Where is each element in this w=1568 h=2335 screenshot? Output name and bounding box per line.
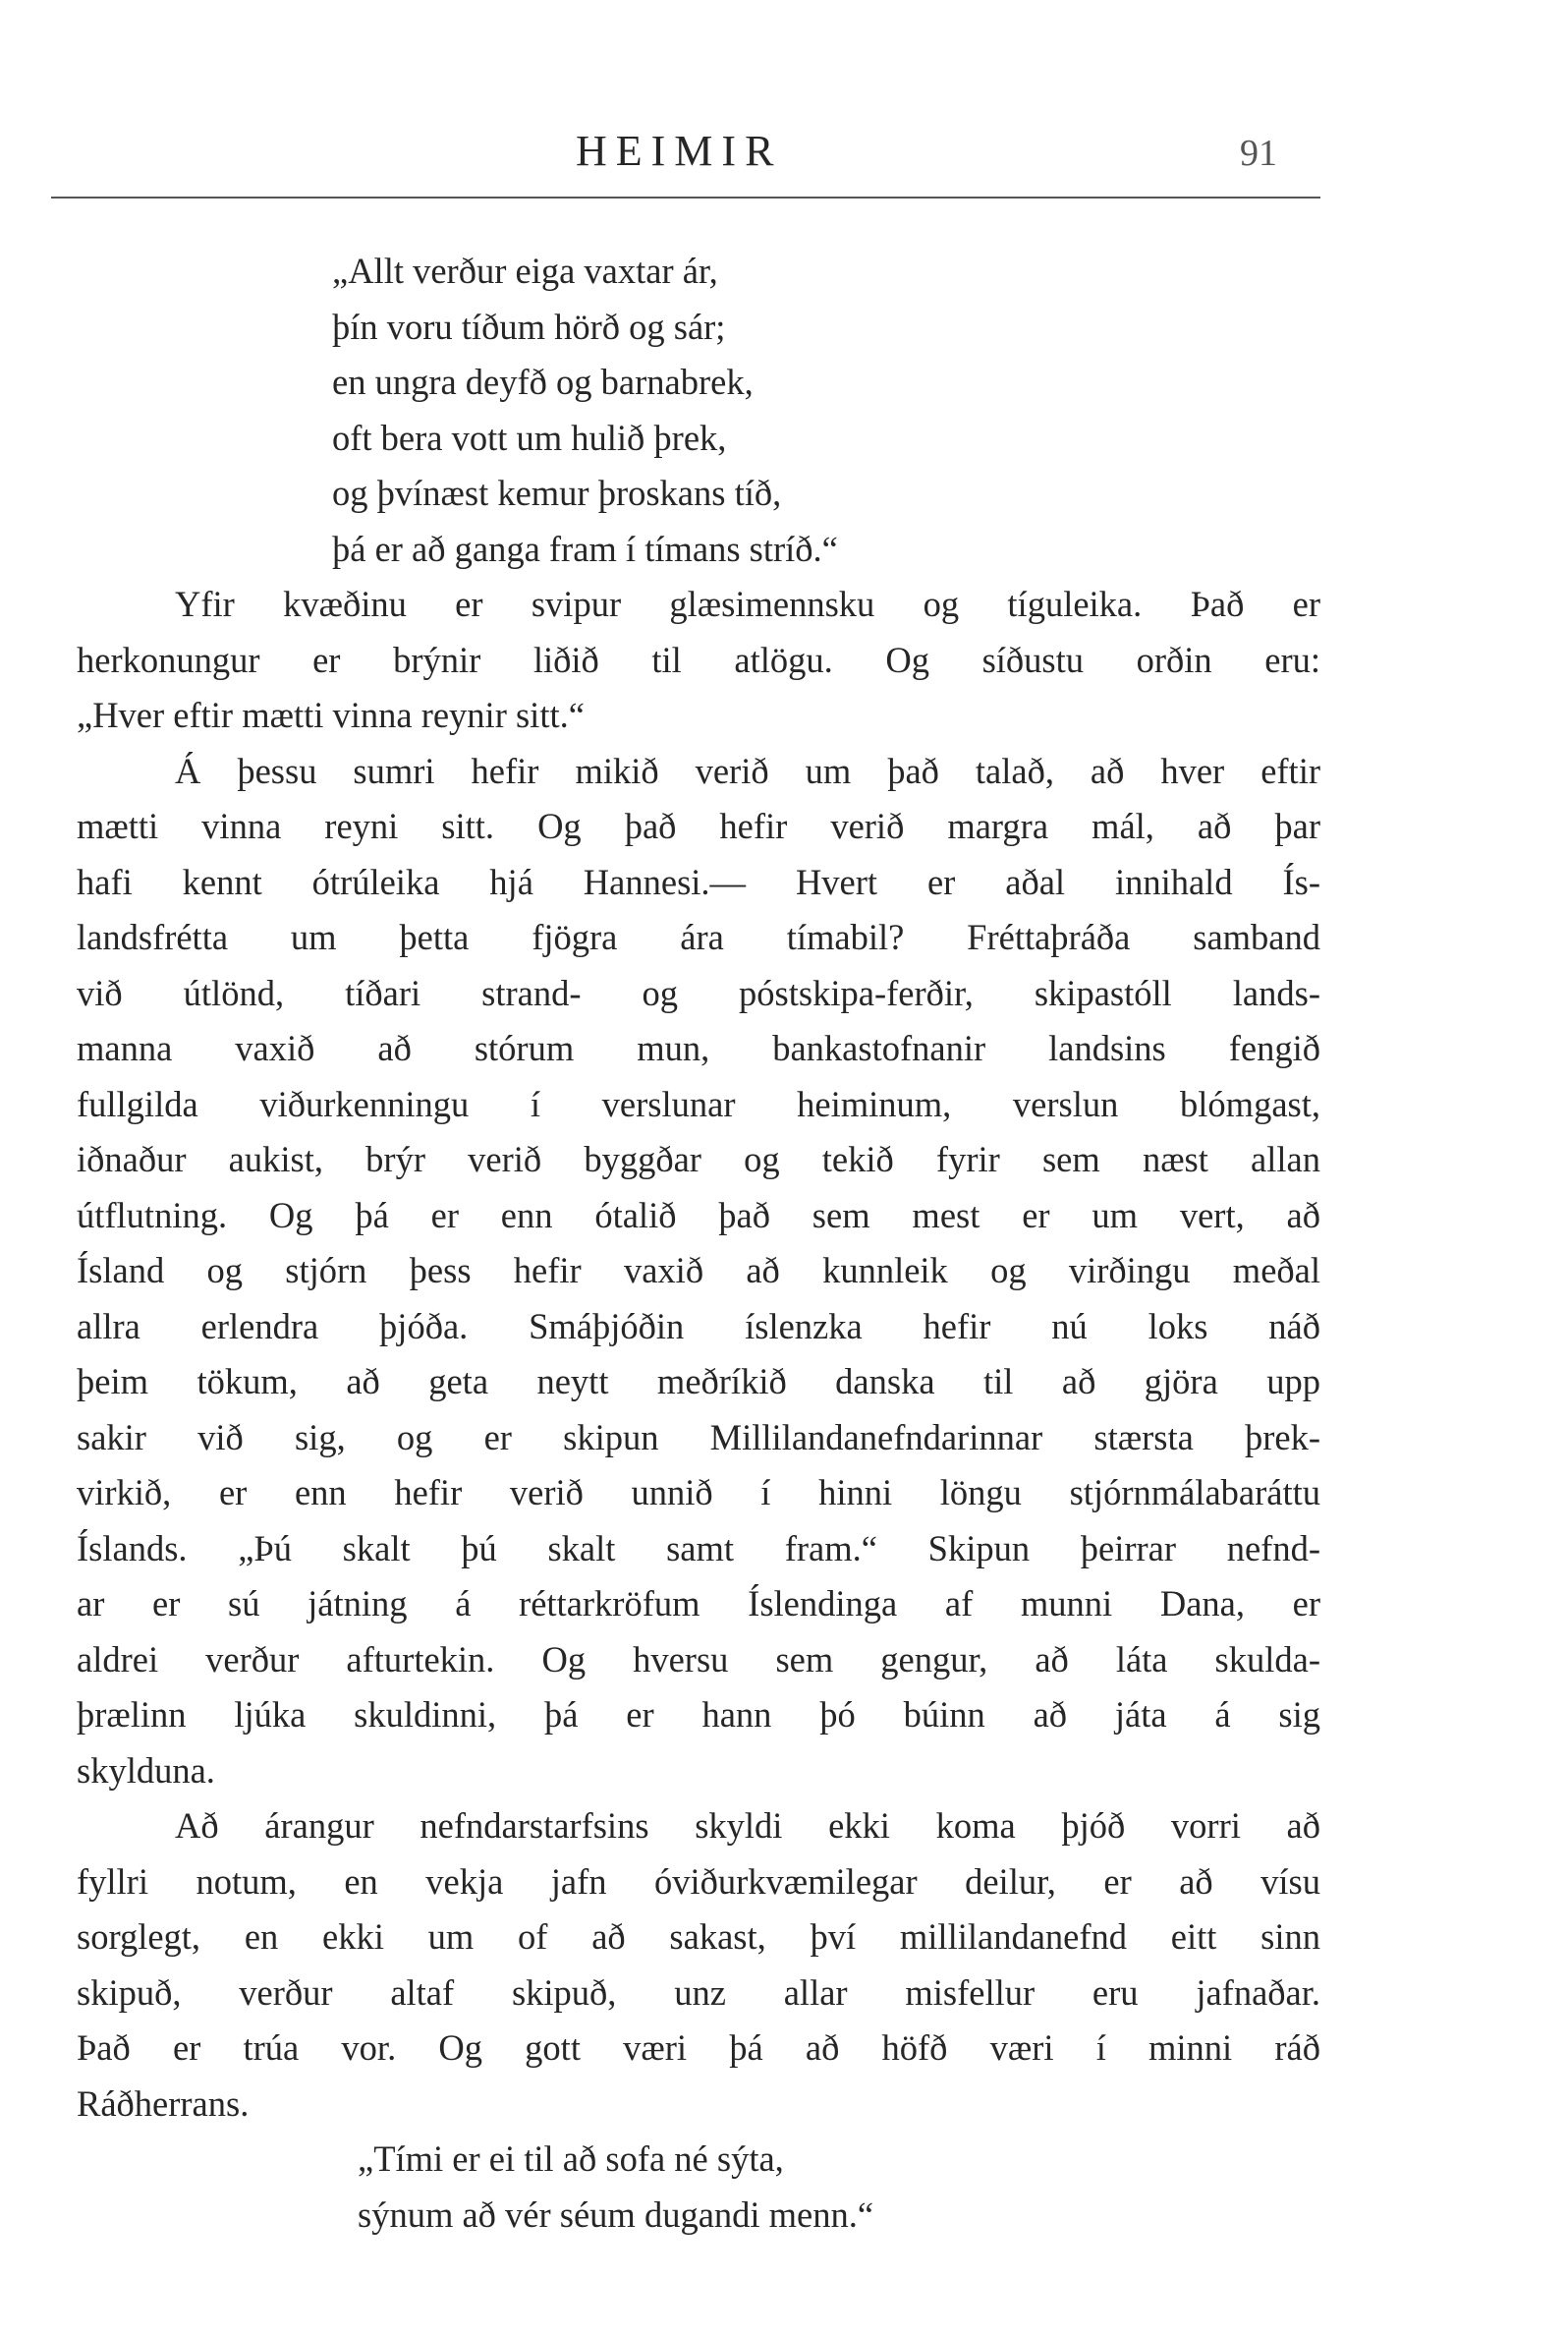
text-line: allra erlendra þjóða. Smáþjóðin íslenzka hefir nú loks náð xyxy=(77,1305,1320,1346)
running-head xyxy=(0,126,1568,185)
body-text xyxy=(77,244,1320,2243)
paragraph-2 xyxy=(77,744,1320,1799)
text-line: skylduna. xyxy=(77,1749,215,1791)
text-line: þrælinn ljúka skuldinni, þá er hann þó búinn að játa á sig xyxy=(77,1694,1320,1735)
verse-line: þá er að ganga fram í tímans stríð.“ xyxy=(332,528,838,569)
text-line: sorglegt, en ekki um of að sakast, því millilandanefnd eitt sinn xyxy=(77,1916,1320,1957)
text-line: Íslands. „Þú skalt þú skalt samt fram.“ Skipun þeirrar nefnd- xyxy=(77,1527,1320,1568)
verse-line: þín voru tíðum hörð og sár; xyxy=(332,306,726,347)
verse-stanza-2 xyxy=(77,2132,1320,2243)
verse-stanza-1 xyxy=(77,244,1320,577)
text-line: Að árangur nefndarstarfsins skyldi ekki koma þjóð vorri að xyxy=(175,1805,1320,1846)
text-line: virkið, er enn hefir verið unnið í hinni löngu stjórnmálabaráttu xyxy=(77,1472,1320,1512)
verse-line: oft bera vott um hulið þrek, xyxy=(332,417,727,458)
text-line: manna vaxið að stórum mun, bankastofnanir landsins fengið xyxy=(77,1028,1320,1068)
text-line: fullgilda viðurkenningu í verslunar heiminum, verslun blómgast, xyxy=(77,1083,1320,1124)
verse-line: sýnum að vér séum dugandi menn.“ xyxy=(358,2193,874,2235)
paragraph-1 xyxy=(77,577,1320,744)
paragraph-3 xyxy=(77,1798,1320,2132)
text-line: Á þessu sumri hefir mikið verið um það talað, að hver eftir xyxy=(175,750,1320,791)
text-line: útflutning. Og þá er enn ótalið það sem mest er um vert, að xyxy=(77,1194,1320,1235)
text-line: aldrei verður afturtekin. Og hversu sem gengur, að láta skulda- xyxy=(77,1638,1320,1680)
text-line: landsfrétta um þetta fjögra ára tímabil? Fréttaþráða samband xyxy=(77,917,1320,957)
verse-line: „Tími er ei til að sofa né sýta, xyxy=(358,2138,784,2179)
text-line: ar er sú játning á réttarkröfum Íslendinga af munni Dana, er xyxy=(77,1583,1320,1623)
text-line: herkonungur er brýnir liðið til atlögu. Og síðustu orðin eru: xyxy=(77,639,1320,680)
text-line: hafi kennt ótrúleika hjá Hannesi.— Hvert er aðal innihald Ís- xyxy=(77,861,1320,902)
text-line: þeim tökum, að geta neytt meðríkið danska til að gjöra upp xyxy=(77,1361,1320,1401)
text-line: við útlönd, tíðari strand- og póstskipa-ferðir, skipastóll lands- xyxy=(77,972,1320,1013)
text-line: Það er trúa vor. Og gott væri þá að höfð væri í minni ráð xyxy=(77,2027,1320,2068)
text-line: Ísland og stjórn þess hefir vaxið að kunnleik og virðingu meðal xyxy=(77,1250,1320,1290)
text-line: fyllri notum, en vekja jafn óviðurkvæmilegar deilur, er að vísu xyxy=(77,1860,1320,1902)
text-line: Ráðherrans. xyxy=(77,2082,250,2124)
verse-line: „Allt verður eiga vaxtar ár, xyxy=(332,251,718,291)
text-line: mætti vinna reyni sitt. Og það hefir verið margra mál, að þar xyxy=(77,806,1320,846)
text-line: „Hver eftir mætti vinna reynir sitt.“ xyxy=(77,695,585,735)
page-number: 91 xyxy=(1240,133,1277,174)
header-rule xyxy=(51,197,1320,199)
verse-line: en ungra deyfð og barnabrek, xyxy=(332,362,754,402)
text-line: sakir við sig, og er skipun Millilandanefndarinnar stærsta þrek- xyxy=(77,1416,1320,1457)
text-line: iðnaður aukist, brýr verið byggðar og tekið fyrir sem næst allan xyxy=(77,1139,1320,1179)
verse-line: og þvínæst kemur þroskans tíð, xyxy=(332,473,782,513)
text-line: skipuð, verður altaf skipuð, unz allar misfellur eru jafnaðar. xyxy=(77,1971,1320,2013)
text-line: Yfir kvæðinu er svipur glæsimennsku og tíguleika. Það er xyxy=(175,584,1320,624)
running-title: HEIMIR xyxy=(576,127,783,175)
